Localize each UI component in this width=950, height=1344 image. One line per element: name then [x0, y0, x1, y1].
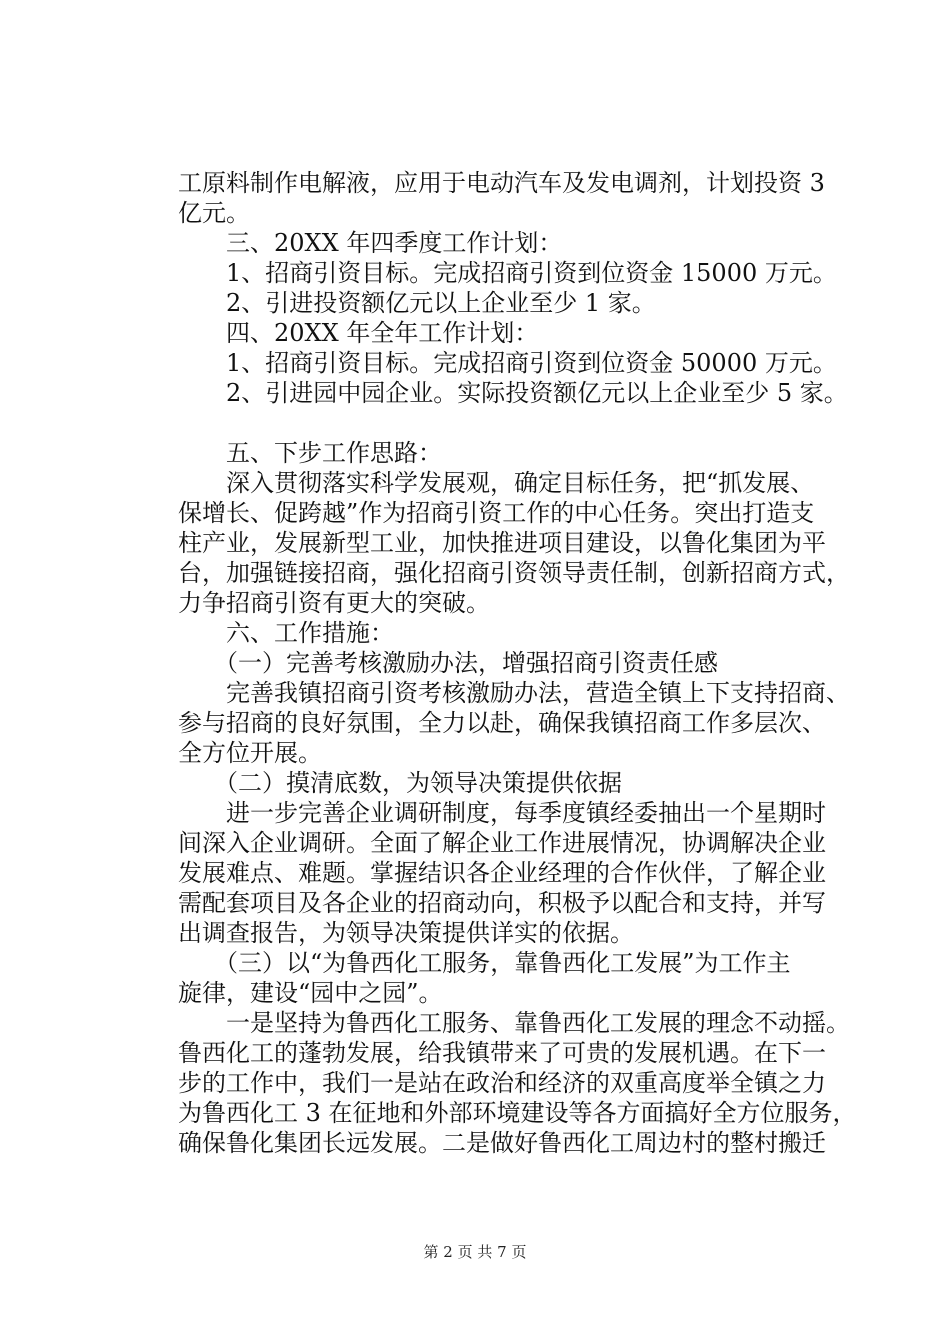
page-number-footer: 第 2 页 共 7 页 — [423, 1243, 527, 1261]
document-body — [178, 168, 857, 1158]
text-line: 为鲁西化工 3 在征地和外部环境建设等各方面搞好全方位服务， — [178, 1099, 857, 1127]
text-line: 完善我镇招商引资考核激励办法，营造全镇上下支持招商、 — [178, 679, 850, 707]
section-heading: 五、下步工作思路： — [178, 439, 442, 467]
subsection-heading: （二）摸清底数，为领导决策提供依据 — [178, 769, 622, 797]
section-heading: 四、20XX 年全年工作计划： — [178, 319, 539, 347]
blank-line — [178, 408, 838, 438]
text-line: 2、引进投资额亿元以上企业至少 1 家。 — [178, 289, 656, 317]
text-line: 柱产业，发展新型工业，加快推进项目建设，以鲁化集团为平 — [178, 529, 826, 557]
text-line: 参与招商的良好氛围，全力以赴，确保我镇招商工作多层次、 — [178, 709, 826, 737]
text-line: 出调查报告，为领导决策提供详实的依据。 — [178, 919, 634, 947]
text-line: 1、招商引资目标。完成招商引资到位资金 50000 万元。 — [178, 349, 837, 377]
text-line: 深入贯彻落实科学发展观，确定目标任务，把“抓发展、 — [178, 469, 815, 497]
text-line: 工原料制作电解液，应用于电动汽车及发电调剂，计划投资 3 — [178, 169, 825, 197]
section-heading: 三、20XX 年四季度工作计划： — [178, 229, 563, 257]
text-line: 亿元。 — [178, 199, 250, 227]
text-line: 步的工作中，我们一是站在政治和经济的双重高度举全镇之力 — [178, 1069, 826, 1097]
text-line: 间深入企业调研。全面了解企业工作进展情况，协调解决企业 — [178, 829, 826, 857]
section-heading: 六、工作措施： — [178, 619, 394, 647]
text-line: 需配套项目及各企业的招商动向，积极予以配合和支持，并写 — [178, 889, 826, 917]
text-line: 旋律，建设“园中之园”。 — [178, 979, 443, 1007]
text-line: 2、引进园中园企业。实际投资额亿元以上企业至少 5 家。 — [178, 379, 848, 407]
subsection-heading: （三）以“为鲁西化工服务，靠鲁西化工发展”为工作主 — [178, 949, 791, 977]
text-line: 1、招商引资目标。完成招商引资到位资金 15000 万元。 — [178, 259, 837, 287]
text-line: 全方位开展。 — [178, 739, 322, 767]
text-line: 鲁西化工的蓬勃发展，给我镇带来了可贵的发展机遇。在下一 — [178, 1039, 826, 1067]
text-line: 进一步完善企业调研制度，每季度镇经委抽出一个星期时 — [178, 799, 826, 827]
text-line: 保增长、促跨越”作为招商引资工作的中心任务。突出打造支 — [178, 499, 815, 527]
text-line: 发展难点、难题。掌握结识各企业经理的合作伙伴，了解企业 — [178, 859, 826, 887]
text-line: 力争招商引资有更大的突破。 — [178, 589, 490, 617]
text-line: 确保鲁化集团长远发展。二是做好鲁西化工周边村的整村搬迁 — [178, 1129, 826, 1157]
subsection-heading: （一）完善考核激励办法，增强招商引资责任感 — [178, 649, 718, 677]
text-line: 台，加强链接招商，强化招商引资领导责任制，创新招商方式， — [178, 559, 850, 587]
text-line: 一是坚持为鲁西化工服务、靠鲁西化工发展的理念不动摇。 — [178, 1009, 850, 1037]
